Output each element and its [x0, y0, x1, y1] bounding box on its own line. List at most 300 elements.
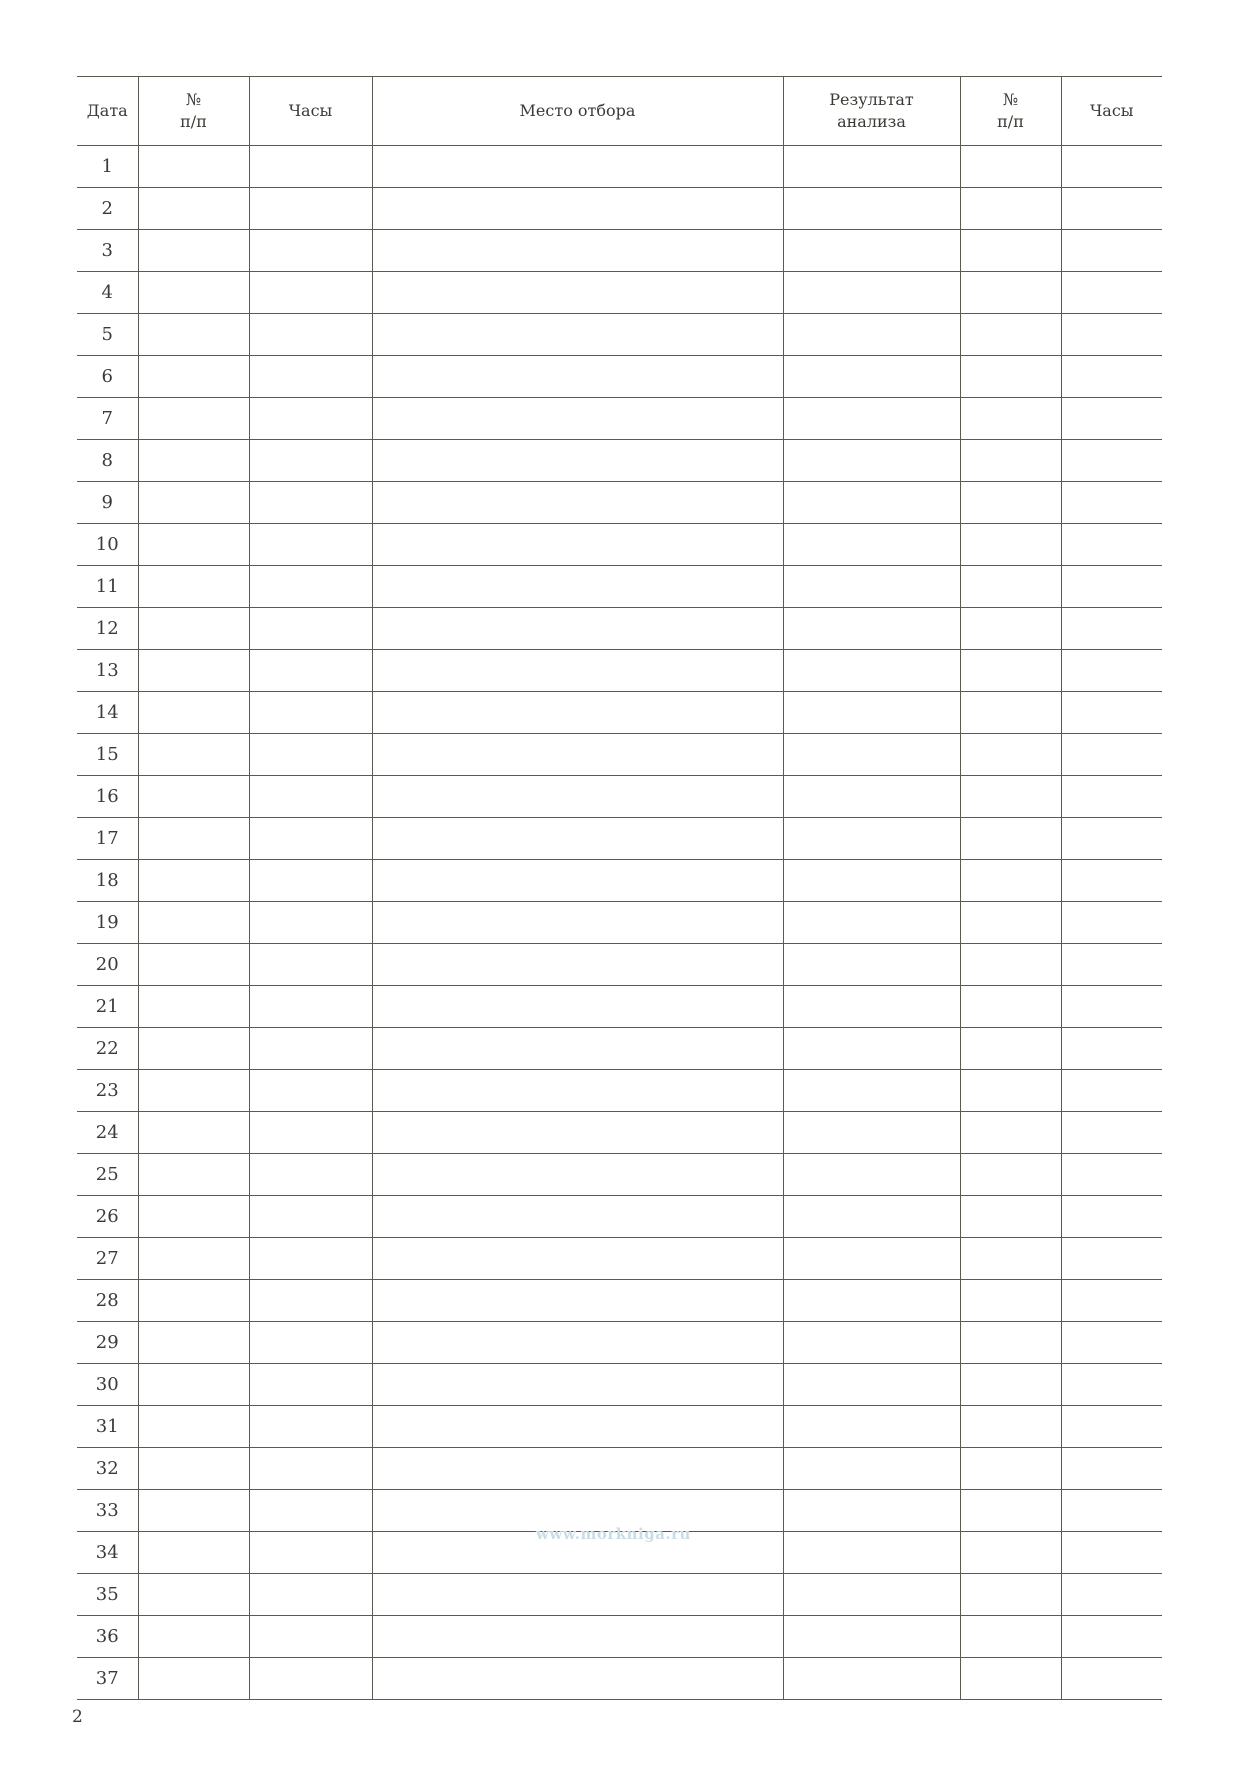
row-date-cell: 31	[77, 1406, 138, 1448]
empty-cell	[783, 1196, 960, 1238]
header-label: №	[185, 90, 202, 109]
page-number: 2	[72, 1707, 83, 1727]
empty-cell	[138, 1574, 249, 1616]
empty-cell	[249, 1616, 372, 1658]
empty-cell	[783, 944, 960, 986]
empty-cell	[138, 188, 249, 230]
empty-cell	[138, 776, 249, 818]
empty-cell	[138, 146, 249, 188]
empty-cell	[372, 734, 783, 776]
empty-cell	[249, 692, 372, 734]
empty-cell	[138, 1448, 249, 1490]
table-row	[77, 188, 1162, 230]
empty-cell	[372, 650, 783, 692]
empty-cell	[783, 818, 960, 860]
empty-cell	[138, 398, 249, 440]
empty-cell	[783, 776, 960, 818]
empty-cell	[138, 1028, 249, 1070]
empty-cell	[249, 1658, 372, 1700]
empty-cell	[249, 986, 372, 1028]
table-row	[77, 1616, 1162, 1658]
empty-cell	[783, 398, 960, 440]
row-date-cell: 8	[77, 440, 138, 482]
empty-cell	[1061, 1490, 1162, 1532]
empty-cell	[1061, 1364, 1162, 1406]
row-date-cell: 35	[77, 1574, 138, 1616]
table-row	[77, 1280, 1162, 1322]
empty-cell	[783, 566, 960, 608]
empty-cell	[138, 1490, 249, 1532]
empty-cell	[960, 986, 1061, 1028]
empty-cell	[1061, 1070, 1162, 1112]
row-date-cell: 10	[77, 524, 138, 566]
table-row	[77, 482, 1162, 524]
empty-cell	[372, 902, 783, 944]
empty-cell	[372, 1196, 783, 1238]
empty-cell	[960, 692, 1061, 734]
empty-cell	[249, 1028, 372, 1070]
empty-cell	[249, 1364, 372, 1406]
sampling-log-table	[77, 76, 1162, 1700]
row-date-cell: 16	[77, 776, 138, 818]
empty-cell	[960, 1616, 1061, 1658]
empty-cell	[783, 272, 960, 314]
empty-cell	[783, 356, 960, 398]
empty-cell	[138, 1280, 249, 1322]
empty-cell	[249, 1280, 372, 1322]
empty-cell	[960, 356, 1061, 398]
empty-cell	[1061, 1196, 1162, 1238]
empty-cell	[372, 524, 783, 566]
empty-cell	[960, 188, 1061, 230]
empty-cell	[783, 524, 960, 566]
row-date-cell: 14	[77, 692, 138, 734]
empty-cell	[249, 1490, 372, 1532]
empty-cell	[249, 524, 372, 566]
row-date-cell: 6	[77, 356, 138, 398]
row-date-cell: 22	[77, 1028, 138, 1070]
empty-cell	[1061, 1658, 1162, 1700]
empty-cell	[249, 398, 372, 440]
empty-cell	[138, 608, 249, 650]
empty-cell	[1061, 1154, 1162, 1196]
empty-cell	[783, 860, 960, 902]
empty-cell	[783, 692, 960, 734]
table-row	[77, 1448, 1162, 1490]
empty-cell	[138, 314, 249, 356]
table-row	[77, 1658, 1162, 1700]
table-row	[77, 398, 1162, 440]
empty-cell	[960, 1280, 1061, 1322]
empty-cell	[138, 650, 249, 692]
empty-cell	[960, 944, 1061, 986]
row-date-cell: 36	[77, 1616, 138, 1658]
table-row	[77, 1364, 1162, 1406]
empty-cell	[138, 902, 249, 944]
empty-cell	[783, 1322, 960, 1364]
empty-cell	[960, 1448, 1061, 1490]
row-date-cell: 37	[77, 1658, 138, 1700]
empty-cell	[138, 524, 249, 566]
header-label: Часы	[288, 101, 333, 120]
row-date-cell: 7	[77, 398, 138, 440]
empty-cell	[249, 272, 372, 314]
table-row	[77, 986, 1162, 1028]
empty-cell	[138, 1364, 249, 1406]
empty-cell	[372, 1658, 783, 1700]
empty-cell	[249, 1532, 372, 1574]
table-row	[77, 566, 1162, 608]
row-date-cell: 26	[77, 1196, 138, 1238]
empty-cell	[372, 1112, 783, 1154]
empty-cell	[960, 566, 1061, 608]
empty-cell	[960, 1028, 1061, 1070]
empty-cell	[783, 734, 960, 776]
empty-cell	[960, 1070, 1061, 1112]
empty-cell	[1061, 1532, 1162, 1574]
empty-cell	[1061, 1280, 1162, 1322]
empty-cell	[960, 818, 1061, 860]
empty-cell	[783, 1406, 960, 1448]
empty-cell	[1061, 902, 1162, 944]
empty-cell	[249, 440, 372, 482]
empty-cell	[783, 482, 960, 524]
empty-cell	[1061, 524, 1162, 566]
empty-cell	[249, 944, 372, 986]
empty-cell	[783, 146, 960, 188]
table-row	[77, 1154, 1162, 1196]
empty-cell	[960, 776, 1061, 818]
table-row	[77, 440, 1162, 482]
empty-cell	[783, 1028, 960, 1070]
header-label: Дата	[86, 101, 128, 120]
empty-cell	[249, 482, 372, 524]
empty-cell	[1061, 146, 1162, 188]
row-date-cell: 4	[77, 272, 138, 314]
empty-cell	[783, 650, 960, 692]
table-row	[77, 608, 1162, 650]
empty-cell	[249, 230, 372, 272]
row-date-cell: 3	[77, 230, 138, 272]
empty-cell	[138, 734, 249, 776]
header-hours-2	[1061, 77, 1162, 146]
empty-cell	[138, 1196, 249, 1238]
table-row	[77, 818, 1162, 860]
row-date-cell: 34	[77, 1532, 138, 1574]
empty-cell	[783, 1364, 960, 1406]
empty-cell	[138, 440, 249, 482]
empty-cell	[1061, 1322, 1162, 1364]
empty-cell	[960, 1196, 1061, 1238]
empty-cell	[249, 356, 372, 398]
empty-cell	[1061, 314, 1162, 356]
empty-cell	[1061, 1616, 1162, 1658]
header-number	[138, 77, 249, 146]
row-date-cell: 5	[77, 314, 138, 356]
empty-cell	[372, 1574, 783, 1616]
table-body	[77, 146, 1162, 1700]
table-row	[77, 524, 1162, 566]
empty-cell	[960, 1364, 1061, 1406]
empty-cell	[1061, 1238, 1162, 1280]
empty-cell	[249, 188, 372, 230]
empty-cell	[960, 398, 1061, 440]
row-date-cell: 19	[77, 902, 138, 944]
row-date-cell: 32	[77, 1448, 138, 1490]
empty-cell	[1061, 1406, 1162, 1448]
table-row	[77, 146, 1162, 188]
row-date-cell: 29	[77, 1322, 138, 1364]
empty-cell	[1061, 272, 1162, 314]
empty-cell	[960, 902, 1061, 944]
row-date-cell: 18	[77, 860, 138, 902]
empty-cell	[138, 944, 249, 986]
empty-cell	[960, 146, 1061, 188]
table-row	[77, 734, 1162, 776]
empty-cell	[138, 1322, 249, 1364]
empty-cell	[1061, 608, 1162, 650]
empty-cell	[138, 566, 249, 608]
empty-cell	[249, 1322, 372, 1364]
header-label: анализа	[837, 112, 906, 131]
row-date-cell: 20	[77, 944, 138, 986]
row-date-cell: 23	[77, 1070, 138, 1112]
empty-cell	[960, 1322, 1061, 1364]
table-row	[77, 1070, 1162, 1112]
empty-cell	[372, 944, 783, 986]
empty-cell	[783, 188, 960, 230]
header-label: Часы	[1089, 101, 1134, 120]
row-date-cell: 24	[77, 1112, 138, 1154]
table-row	[77, 1112, 1162, 1154]
row-date-cell: 15	[77, 734, 138, 776]
header-label: Место отбора	[519, 101, 636, 120]
header-hours	[249, 77, 372, 146]
empty-cell	[138, 1154, 249, 1196]
empty-cell	[783, 1112, 960, 1154]
empty-cell	[372, 1280, 783, 1322]
empty-cell	[783, 1238, 960, 1280]
empty-cell	[1061, 1028, 1162, 1070]
header-analysis-result	[783, 77, 960, 146]
table-row	[77, 1322, 1162, 1364]
empty-cell	[372, 314, 783, 356]
empty-cell	[249, 1196, 372, 1238]
empty-cell	[783, 230, 960, 272]
table-row	[77, 944, 1162, 986]
empty-cell	[1061, 398, 1162, 440]
empty-cell	[783, 986, 960, 1028]
table-header-row	[77, 77, 1162, 146]
empty-cell	[249, 902, 372, 944]
empty-cell	[960, 1154, 1061, 1196]
empty-cell	[249, 566, 372, 608]
empty-cell	[1061, 650, 1162, 692]
empty-cell	[1061, 1112, 1162, 1154]
empty-cell	[372, 860, 783, 902]
empty-cell	[1061, 188, 1162, 230]
empty-cell	[249, 650, 372, 692]
empty-cell	[249, 608, 372, 650]
empty-cell	[249, 1574, 372, 1616]
row-date-cell: 1	[77, 146, 138, 188]
table-row	[77, 1196, 1162, 1238]
empty-cell	[138, 1658, 249, 1700]
empty-cell	[1061, 566, 1162, 608]
empty-cell	[138, 482, 249, 524]
empty-cell	[138, 1406, 249, 1448]
empty-cell	[1061, 356, 1162, 398]
empty-cell	[1061, 482, 1162, 524]
table-row	[77, 1574, 1162, 1616]
empty-cell	[960, 1532, 1061, 1574]
empty-cell	[372, 692, 783, 734]
empty-cell	[960, 1406, 1061, 1448]
header-label: п/п	[997, 112, 1024, 131]
empty-cell	[372, 1028, 783, 1070]
empty-cell	[372, 1406, 783, 1448]
empty-cell	[249, 818, 372, 860]
empty-cell	[249, 860, 372, 902]
table-row	[77, 230, 1162, 272]
empty-cell	[372, 566, 783, 608]
empty-cell	[372, 818, 783, 860]
row-date-cell: 27	[77, 1238, 138, 1280]
empty-cell	[783, 1070, 960, 1112]
table-row	[77, 1238, 1162, 1280]
empty-cell	[783, 1280, 960, 1322]
empty-cell	[960, 440, 1061, 482]
row-date-cell: 13	[77, 650, 138, 692]
empty-cell	[138, 692, 249, 734]
empty-cell	[138, 1112, 249, 1154]
empty-cell	[783, 1448, 960, 1490]
empty-cell	[138, 1238, 249, 1280]
empty-cell	[960, 650, 1061, 692]
empty-cell	[249, 314, 372, 356]
empty-cell	[783, 314, 960, 356]
row-date-cell: 28	[77, 1280, 138, 1322]
table-row	[77, 1028, 1162, 1070]
empty-cell	[138, 1532, 249, 1574]
empty-cell	[138, 230, 249, 272]
empty-cell	[960, 482, 1061, 524]
table-row	[77, 314, 1162, 356]
row-date-cell: 21	[77, 986, 138, 1028]
empty-cell	[372, 440, 783, 482]
empty-cell	[1061, 944, 1162, 986]
empty-cell	[372, 188, 783, 230]
empty-cell	[783, 440, 960, 482]
empty-cell	[960, 734, 1061, 776]
empty-cell	[138, 272, 249, 314]
empty-cell	[372, 482, 783, 524]
empty-cell	[960, 1574, 1061, 1616]
empty-cell	[372, 776, 783, 818]
empty-cell	[372, 1364, 783, 1406]
empty-cell	[960, 608, 1061, 650]
empty-cell	[783, 1574, 960, 1616]
empty-cell	[1061, 776, 1162, 818]
empty-cell	[372, 1448, 783, 1490]
empty-cell	[783, 1658, 960, 1700]
empty-cell	[138, 860, 249, 902]
empty-cell	[249, 146, 372, 188]
empty-cell	[372, 272, 783, 314]
empty-cell	[960, 524, 1061, 566]
empty-cell	[783, 902, 960, 944]
empty-cell	[1061, 692, 1162, 734]
empty-cell	[960, 314, 1061, 356]
header-date	[77, 77, 138, 146]
header-sampling-place	[372, 77, 783, 146]
empty-cell	[1061, 1574, 1162, 1616]
row-date-cell: 12	[77, 608, 138, 650]
table-row	[77, 650, 1162, 692]
empty-cell	[960, 1112, 1061, 1154]
empty-cell	[1061, 734, 1162, 776]
row-date-cell: 11	[77, 566, 138, 608]
row-date-cell: 9	[77, 482, 138, 524]
empty-cell	[1061, 440, 1162, 482]
empty-cell	[1061, 818, 1162, 860]
empty-cell	[372, 1238, 783, 1280]
empty-cell	[138, 818, 249, 860]
empty-cell	[249, 734, 372, 776]
table-row	[77, 1406, 1162, 1448]
header-number-2	[960, 77, 1061, 146]
empty-cell	[249, 1112, 372, 1154]
empty-cell	[249, 1070, 372, 1112]
table-row	[77, 776, 1162, 818]
empty-cell	[249, 1448, 372, 1490]
row-date-cell: 25	[77, 1154, 138, 1196]
table-row	[77, 356, 1162, 398]
empty-cell	[249, 1406, 372, 1448]
empty-cell	[372, 1070, 783, 1112]
empty-cell	[960, 860, 1061, 902]
empty-cell	[1061, 986, 1162, 1028]
empty-cell	[249, 1154, 372, 1196]
row-date-cell: 30	[77, 1364, 138, 1406]
header-label: п/п	[180, 112, 207, 131]
empty-cell	[960, 1658, 1061, 1700]
empty-cell	[372, 1616, 783, 1658]
empty-cell	[783, 1532, 960, 1574]
table-row	[77, 272, 1162, 314]
empty-cell	[783, 1154, 960, 1196]
empty-cell	[960, 1490, 1061, 1532]
empty-cell	[249, 1238, 372, 1280]
empty-cell	[372, 230, 783, 272]
watermark: www.morkniga.ru	[536, 1525, 691, 1543]
row-date-cell: 33	[77, 1490, 138, 1532]
empty-cell	[372, 986, 783, 1028]
empty-cell	[372, 146, 783, 188]
empty-cell	[249, 776, 372, 818]
empty-cell	[783, 1616, 960, 1658]
empty-cell	[372, 398, 783, 440]
empty-cell	[1061, 1448, 1162, 1490]
empty-cell	[138, 986, 249, 1028]
empty-cell	[372, 1154, 783, 1196]
empty-cell	[783, 1490, 960, 1532]
empty-cell	[960, 230, 1061, 272]
empty-cell	[960, 1238, 1061, 1280]
empty-cell	[138, 356, 249, 398]
empty-cell	[372, 356, 783, 398]
table-row	[77, 692, 1162, 734]
